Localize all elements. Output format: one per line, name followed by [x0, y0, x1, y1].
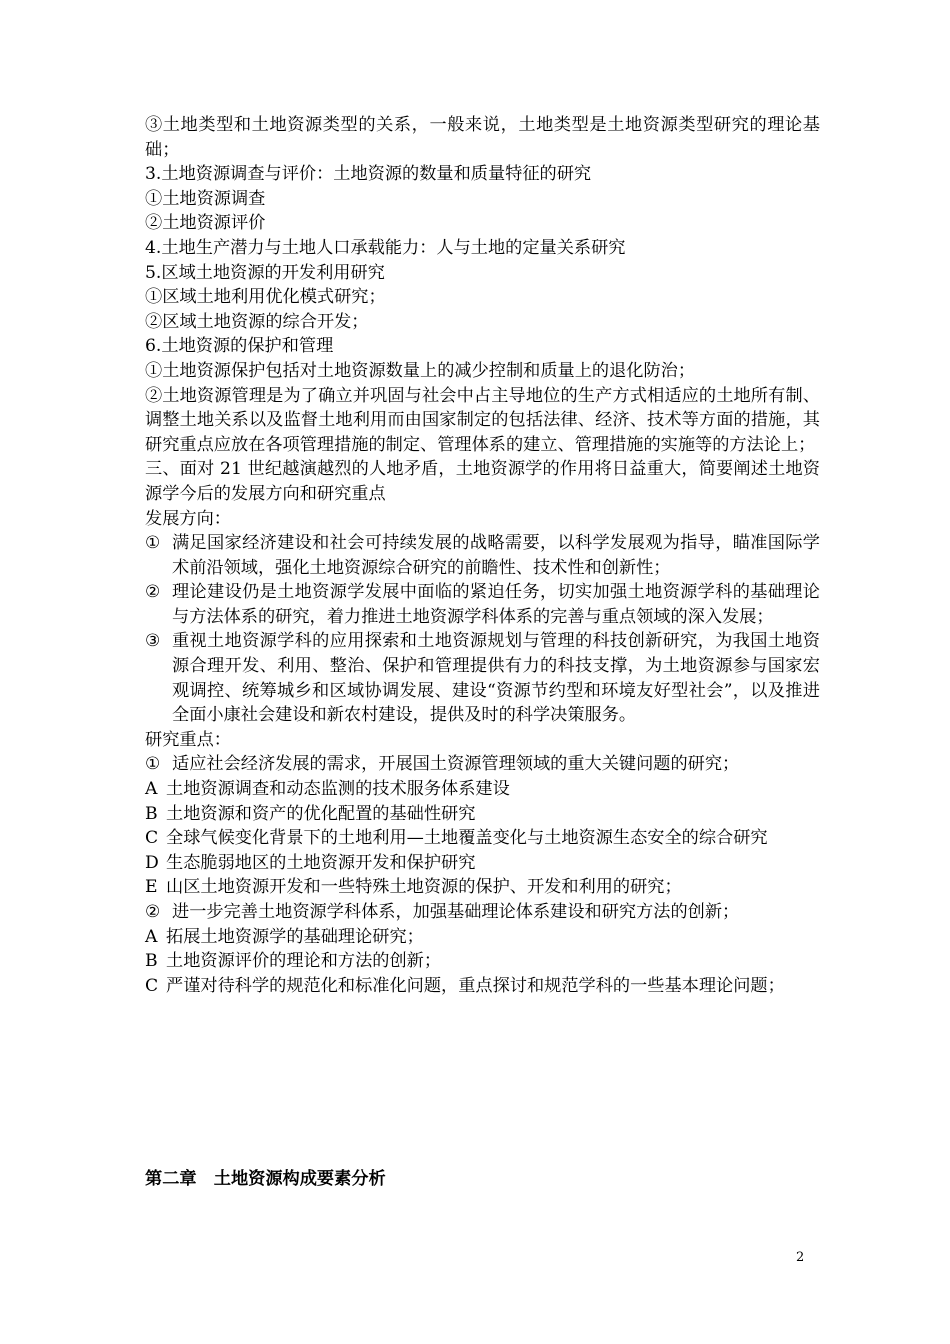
page-number: 2 — [796, 1250, 805, 1265]
research-item — [145, 752, 820, 777]
research-subitem — [145, 777, 820, 802]
item-number: ① — [145, 533, 161, 554]
item-text: 重视土地资源学科的应用探索和土地资源规划与管理的科技创新研究，为我国土地资源合理开发、利用、整治、保护和管理提供有力的科技支撑，为土地资源参与国家宏观调控、统筹城乡和区域协调发展、建设“资源节约型和环境友好型社会”，以及推进全面小康社会建设和新农村建设，提供及时的科学决策服务。 — [172, 631, 820, 726]
item-text: 满足国家经济建设和社会可持续发展的战略需要，以科学发展观为指导，瞄准国际学术前沿领域，强化土地资源综合研究的前瞻性、技术性和创新性； — [172, 533, 820, 578]
section-3-heading: 3.土地资源调查与评价：土地资源的数量和质量特征的研究 — [145, 164, 592, 185]
research-subitem — [145, 826, 820, 851]
list-item: ②区域土地资源的综合开发； — [145, 311, 369, 332]
list-item: ①区域土地利用优化模式研究； — [145, 287, 386, 308]
list-item: ①土地资源保护包括对土地资源数量上的减少控制和质量上的退化防治； — [145, 360, 696, 381]
development-item — [145, 580, 820, 629]
list-item: ①土地资源调查 — [145, 188, 266, 209]
subitem-text: 全球气候变化背景下的土地利用—土地覆盖变化与土地资源生态安全的综合研究 — [166, 828, 768, 849]
paragraph-land-management: ②土地资源管理是为了确立并巩固与社会中占主导地位的生产方式相适应的土地所有制、调整土地关系以及监督土地利用而由国家制定的包括法律、经济、技术等方面的措施，其研究重点应放在各项管理措施的制定、管理体系的建立、管理措施的实施等的方法论上； — [145, 385, 820, 455]
paragraph-land-type-relation: ③土地类型和土地资源类型的关系，一般来说，土地类型是土地资源类型研究的理论基础； — [145, 115, 820, 160]
research-item — [145, 900, 820, 925]
item-number: ② — [145, 902, 161, 922]
section-4-heading: 4.土地生产潜力与土地人口承载能力：人与土地的定量关系研究 — [145, 237, 626, 258]
subitem-label: C — [145, 828, 159, 849]
research-subitem — [145, 875, 820, 900]
research-heading: 研究重点： — [145, 729, 231, 750]
subitem-text: 土地资源和资产的优化配置的基础性研究 — [166, 803, 476, 824]
item-number: ② — [145, 582, 161, 603]
subitem-label: A — [145, 926, 158, 947]
subitem-label: E — [145, 877, 158, 898]
section-5-heading: 5.区域土地资源的开发利用研究 — [145, 262, 385, 283]
chapter-heading: 第二章 土地资源构成要素分析 — [145, 1169, 386, 1189]
subitem-text: 生态脆弱地区的土地资源开发和保护研究 — [166, 852, 476, 873]
development-heading: 发展方向： — [145, 508, 231, 529]
page-body — [145, 113, 820, 998]
development-item — [145, 629, 820, 727]
section-6-heading: 6.土地资源的保护和管理 — [145, 336, 334, 357]
question-3-heading: 三、面对 21 世纪越演越烈的人地矛盾，土地资源学的作用将日益重大，简要阐述土地资源学今后的发展方向和研究重点 — [145, 459, 820, 504]
subitem-text: 山区土地资源开发和一些特殊土地资源的保护、开发和利用的研究； — [166, 877, 682, 898]
research-subitem — [145, 851, 820, 876]
research-subitem — [145, 974, 820, 999]
item-text: 适应社会经济发展的需求，开展国土资源管理领域的重大关键问题的研究； — [172, 754, 740, 775]
subitem-text: 土地资源评价的理论和方法的创新； — [166, 951, 442, 972]
item-number: ③ — [145, 631, 161, 652]
research-subitem — [145, 949, 820, 974]
item-number: ① — [145, 754, 161, 775]
subitem-text: 拓展土地资源学的基础理论研究； — [166, 926, 424, 947]
subitem-label: B — [145, 951, 158, 972]
subitem-text: 严谨对待科学的规范化和标准化问题，重点探讨和规范学科的一些基本理论问题； — [166, 975, 785, 996]
subitem-text: 土地资源调查和动态监测的技术服务体系建设 — [166, 779, 510, 800]
subitem-label: A — [145, 779, 158, 800]
development-item — [145, 531, 820, 580]
subitem-label: C — [145, 975, 159, 996]
item-text: 理论建设仍是土地资源学发展中面临的紧迫任务，切实加强土地资源学科的基础理论与方法体系的研究，着力推进土地资源学科体系的完善与重点领域的深入发展； — [172, 582, 820, 627]
subitem-label: B — [145, 803, 158, 824]
subitem-label: D — [145, 852, 159, 873]
research-subitem — [145, 802, 820, 827]
item-text: 进一步完善土地资源学科体系，加强基础理论体系建设和研究方法的创新； — [172, 902, 740, 922]
list-item: ②土地资源评价 — [145, 213, 266, 234]
research-subitem — [145, 925, 820, 950]
